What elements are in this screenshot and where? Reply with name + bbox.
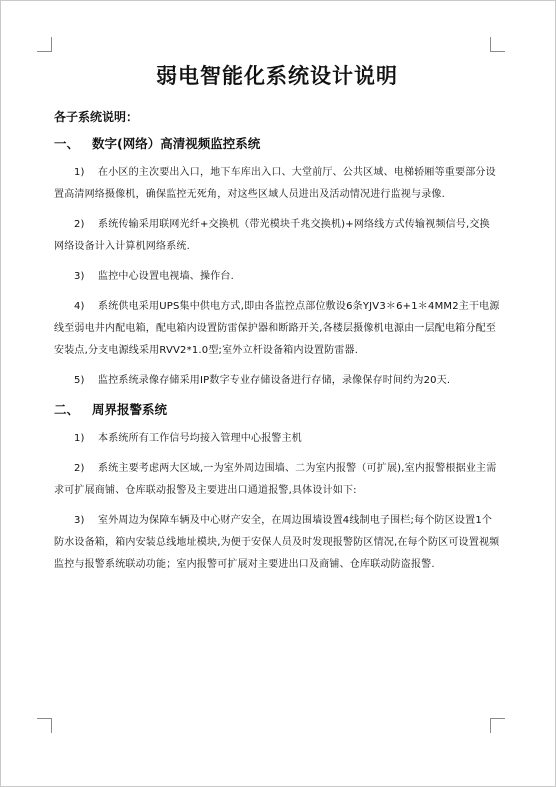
paragraph (54, 266, 500, 288)
section-heading-2 (54, 400, 500, 420)
item-index: 1) (74, 167, 85, 178)
intro-heading: 各子系统说明： (54, 110, 139, 124)
item-index: 5) (74, 375, 85, 386)
paragraph (54, 458, 500, 502)
section-title: 周界报警系统 (92, 402, 168, 417)
paragraph (54, 370, 500, 392)
item-text: 系统传输采用联网光纤+交换机（带光模块千兆交换机)+网络线方式传输视频信号,交换网络设备计入计算机网络系统. (54, 219, 490, 252)
item-index: 1) (74, 433, 85, 444)
item-index: 2) (74, 463, 85, 474)
item-text: 监控中心设置电视墙、操作台. (98, 271, 234, 282)
item-text: 监控系统录像存储采用IP数字专业存储设备进行存储，录像保存时间约为20天. (98, 375, 451, 386)
document-title: 弱电智能化系统设计说明 (156, 63, 398, 88)
section-number: 一、 (54, 136, 80, 151)
paragraph (54, 162, 500, 206)
paragraph (54, 428, 500, 450)
document-body (54, 60, 500, 584)
item-index: 3) (74, 515, 85, 526)
crop-mark-top-left (37, 37, 52, 52)
paragraph (54, 296, 500, 362)
item-text: 系统供电采用UPS集中供电方式,即由各监控点部位敷设6条YJV3＊6+1＊4MM2主干电源线至弱电井内配电箱，配电箱内设置防雷保护器和断路开关,各楼层摄像机电源由一层配电箱分配至安装点,分支电源线采用RVV2*1.0型;室外立杆设备箱内设置防雷器. (54, 301, 500, 356)
crop-mark-bottom-right (490, 718, 505, 733)
section-title: 数字(网络）高清视频监控系统 (92, 136, 261, 151)
item-text: 系统主要考虑两大区域,一为室外周边围墙、二为室内报警（可扩展),室内报警根据业主需求可扩展商铺、仓库联动报警及主要进出口通道报警,具体设计如下: (54, 463, 497, 496)
item-text: 室外周边为保障车辆及中心财产安全，在周边围墙设置4线制电子围栏;每个防区设置1个防水设备箱，箱内安装总线地址模块,为便于安保人员及时发现报警防区情况,在每个防区可设置视频监控与报警系统联动功能；室内报警可扩展对主要进出口及商铺、仓库联动防盗报警. (54, 515, 500, 570)
item-index: 4) (74, 301, 85, 312)
item-index: 3) (74, 271, 85, 282)
paragraph (54, 510, 500, 576)
item-text: 在小区的主次要出入口，地下车库出入口、大堂前厅、公共区域、电梯轿厢等重要部分设置高清网络摄像机，确保监控无死角，对这些区域人员进出及活动情况进行监视与录像. (54, 167, 496, 200)
section-heading-1 (54, 134, 500, 154)
crop-mark-top-right (490, 37, 505, 52)
crop-mark-bottom-left (37, 718, 52, 733)
section-number: 二、 (54, 402, 80, 417)
item-text: 本系统所有工作信号均接入管理中心报警主机 (98, 433, 302, 444)
paragraph (54, 214, 500, 258)
item-index: 2) (74, 219, 85, 230)
